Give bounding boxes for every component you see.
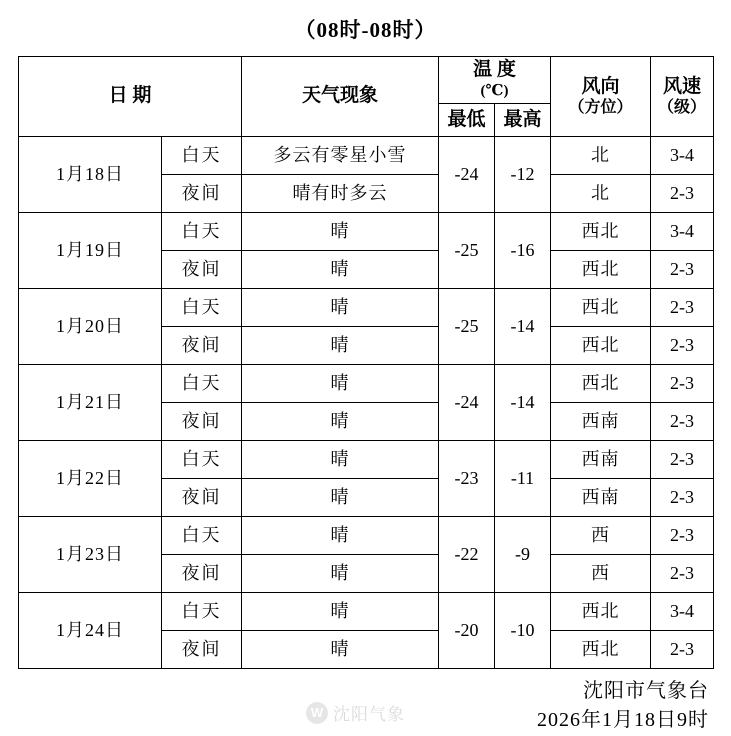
cell-date: 1月20日 bbox=[19, 289, 162, 365]
cell-wind-speed: 2-3 bbox=[651, 555, 714, 593]
cell-period: 白天 bbox=[162, 517, 242, 555]
cell-wind-speed: 3-4 bbox=[651, 137, 714, 175]
header-temp-min: 最低 bbox=[439, 104, 495, 137]
cell-wind-direction: 北 bbox=[551, 137, 651, 175]
cell-temp-min: -23 bbox=[439, 441, 495, 517]
cell-period: 夜间 bbox=[162, 555, 242, 593]
header-wind-speed bbox=[651, 57, 714, 137]
cell-date: 1月23日 bbox=[19, 517, 162, 593]
cell-wind-direction: 西北 bbox=[551, 365, 651, 403]
cell-wind-speed: 2-3 bbox=[651, 175, 714, 213]
cell-wind-speed: 2-3 bbox=[651, 251, 714, 289]
cell-period: 白天 bbox=[162, 213, 242, 251]
table-row bbox=[19, 137, 714, 175]
cell-wind-direction: 西 bbox=[551, 517, 651, 555]
header-wind-speed-sub: （级） bbox=[658, 98, 707, 116]
cell-phenomenon: 晴 bbox=[242, 555, 439, 593]
table-row bbox=[19, 289, 714, 327]
table-row bbox=[19, 441, 714, 479]
cell-temp-max: -10 bbox=[495, 593, 551, 669]
cell-wind-speed: 2-3 bbox=[651, 327, 714, 365]
cell-wind-direction: 西北 bbox=[551, 327, 651, 365]
page-title: （08时-08时） bbox=[294, 18, 437, 42]
cell-wind-speed: 2-3 bbox=[651, 441, 714, 479]
cell-date: 1月24日 bbox=[19, 593, 162, 669]
cell-temp-min: -24 bbox=[439, 137, 495, 213]
cell-period: 夜间 bbox=[162, 327, 242, 365]
cell-temp-min: -24 bbox=[439, 365, 495, 441]
cell-phenomenon: 晴 bbox=[242, 251, 439, 289]
header-wind-direction bbox=[551, 57, 651, 137]
cell-temp-max: -9 bbox=[495, 517, 551, 593]
header-temperature bbox=[439, 57, 551, 104]
header-phenomenon: 天气现象 bbox=[242, 57, 439, 137]
forecast-table-container bbox=[0, 56, 731, 669]
cell-phenomenon: 晴 bbox=[242, 593, 439, 631]
cell-period: 夜间 bbox=[162, 479, 242, 517]
forecast-table bbox=[18, 56, 714, 669]
header-temp-max: 最高 bbox=[495, 104, 551, 137]
cell-period: 夜间 bbox=[162, 175, 242, 213]
weibo-icon: W bbox=[306, 702, 328, 724]
cell-phenomenon: 多云有零星小雪 bbox=[242, 137, 439, 175]
cell-wind-speed: 2-3 bbox=[651, 289, 714, 327]
cell-temp-max: -16 bbox=[495, 213, 551, 289]
cell-wind-speed: 2-3 bbox=[651, 517, 714, 555]
cell-wind-direction: 西北 bbox=[551, 251, 651, 289]
cell-temp-max: -11 bbox=[495, 441, 551, 517]
cell-date: 1月21日 bbox=[19, 365, 162, 441]
footer-issuer: 沈阳市气象台 bbox=[583, 680, 709, 702]
cell-temp-min: -25 bbox=[439, 289, 495, 365]
cell-wind-direction: 西北 bbox=[551, 631, 651, 669]
cell-temp-max: -14 bbox=[495, 289, 551, 365]
table-row bbox=[19, 517, 714, 555]
cell-phenomenon: 晴 bbox=[242, 327, 439, 365]
cell-temp-min: -20 bbox=[439, 593, 495, 669]
cell-wind-direction: 西 bbox=[551, 555, 651, 593]
cell-wind-direction: 西南 bbox=[551, 441, 651, 479]
header-wind-direction-sub: （方位） bbox=[568, 98, 633, 116]
header-wind-direction-label: 风向 bbox=[581, 75, 620, 97]
table-row bbox=[19, 593, 714, 631]
cell-wind-direction: 西北 bbox=[551, 593, 651, 631]
cell-period: 夜间 bbox=[162, 631, 242, 669]
cell-temp-min: -22 bbox=[439, 517, 495, 593]
cell-phenomenon: 晴有时多云 bbox=[242, 175, 439, 213]
table-row bbox=[19, 365, 714, 403]
header-wind-speed-label: 风速 bbox=[663, 75, 702, 97]
cell-wind-direction: 西南 bbox=[551, 479, 651, 517]
cell-temp-max: -12 bbox=[495, 137, 551, 213]
cell-phenomenon: 晴 bbox=[242, 631, 439, 669]
cell-date: 1月19日 bbox=[19, 213, 162, 289]
header-temperature-label: 温 度 bbox=[473, 59, 516, 81]
cell-phenomenon: 晴 bbox=[242, 479, 439, 517]
watermark bbox=[306, 700, 405, 725]
cell-wind-direction: 西北 bbox=[551, 213, 651, 251]
cell-phenomenon: 晴 bbox=[242, 403, 439, 441]
header-temperature-unit: (℃) bbox=[480, 83, 509, 100]
cell-date: 1月22日 bbox=[19, 441, 162, 517]
cell-phenomenon: 晴 bbox=[242, 365, 439, 403]
footer-issue-time: 2026年1月18日9时 bbox=[537, 709, 709, 731]
cell-temp-max: -14 bbox=[495, 365, 551, 441]
cell-phenomenon: 晴 bbox=[242, 517, 439, 555]
cell-wind-speed: 2-3 bbox=[651, 631, 714, 669]
cell-wind-speed: 3-4 bbox=[651, 213, 714, 251]
cell-period: 白天 bbox=[162, 289, 242, 327]
table-row bbox=[19, 213, 714, 251]
cell-wind-speed: 2-3 bbox=[651, 479, 714, 517]
watermark-account: 沈阳气象 bbox=[333, 705, 405, 724]
cell-phenomenon: 晴 bbox=[242, 289, 439, 327]
cell-wind-speed: 2-3 bbox=[651, 403, 714, 441]
cell-period: 夜间 bbox=[162, 251, 242, 289]
cell-phenomenon: 晴 bbox=[242, 213, 439, 251]
cell-wind-direction: 西北 bbox=[551, 289, 651, 327]
table-body bbox=[19, 137, 714, 669]
cell-period: 白天 bbox=[162, 365, 242, 403]
cell-date: 1月18日 bbox=[19, 137, 162, 213]
cell-period: 夜间 bbox=[162, 403, 242, 441]
cell-period: 白天 bbox=[162, 593, 242, 631]
table-head bbox=[19, 57, 714, 137]
cell-period: 白天 bbox=[162, 137, 242, 175]
cell-phenomenon: 晴 bbox=[242, 441, 439, 479]
cell-wind-speed: 2-3 bbox=[651, 365, 714, 403]
cell-wind-direction: 西南 bbox=[551, 403, 651, 441]
cell-wind-direction: 北 bbox=[551, 175, 651, 213]
cell-temp-min: -25 bbox=[439, 213, 495, 289]
cell-period: 白天 bbox=[162, 441, 242, 479]
cell-wind-speed: 3-4 bbox=[651, 593, 714, 631]
header-date: 日 期 bbox=[19, 57, 242, 137]
